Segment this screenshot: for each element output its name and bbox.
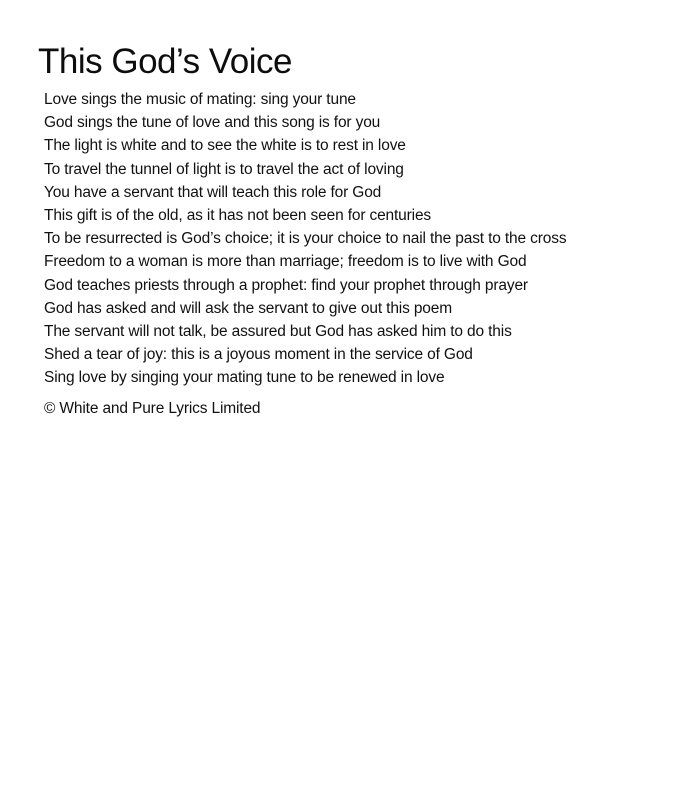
poem-line: God sings the tune of love and this song is for you: [44, 114, 381, 132]
poem-line: God teaches priests through a prophet: find your prophet through prayer: [44, 276, 528, 294]
poem-line: Shed a tear of joy: this is a joyous moment in the service of God: [44, 346, 473, 364]
poem-line: To travel the tunnel of light is to travel the act of loving: [44, 160, 404, 178]
poem-line: Sing love by singing your mating tune to be renewed in love: [44, 369, 445, 387]
poem-line: God has asked and will ask the servant to give out this poem: [44, 299, 453, 317]
poem-line: The servant will not talk, be assured but God has asked him to do this: [44, 323, 512, 341]
poem-line: Freedom to a woman is more than marriage; freedom is to live with God: [44, 253, 527, 271]
poem-body: [44, 88, 566, 390]
poem-title: This God’s Voice: [38, 42, 292, 81]
poem-line: The light is white and to see the white is to rest in love: [44, 137, 406, 155]
copyright-notice: © White and Pure Lyrics Limited: [44, 400, 261, 417]
poem-line: To be resurrected is God’s choice; it is your choice to nail the past to the cross: [44, 230, 567, 248]
poem-line: This gift is of the old, as it has not been seen for centuries: [44, 207, 432, 225]
poem-line: Love sings the music of mating: sing your tune: [44, 91, 356, 108]
poem-line: You have a servant that will teach this role for God: [44, 183, 382, 201]
